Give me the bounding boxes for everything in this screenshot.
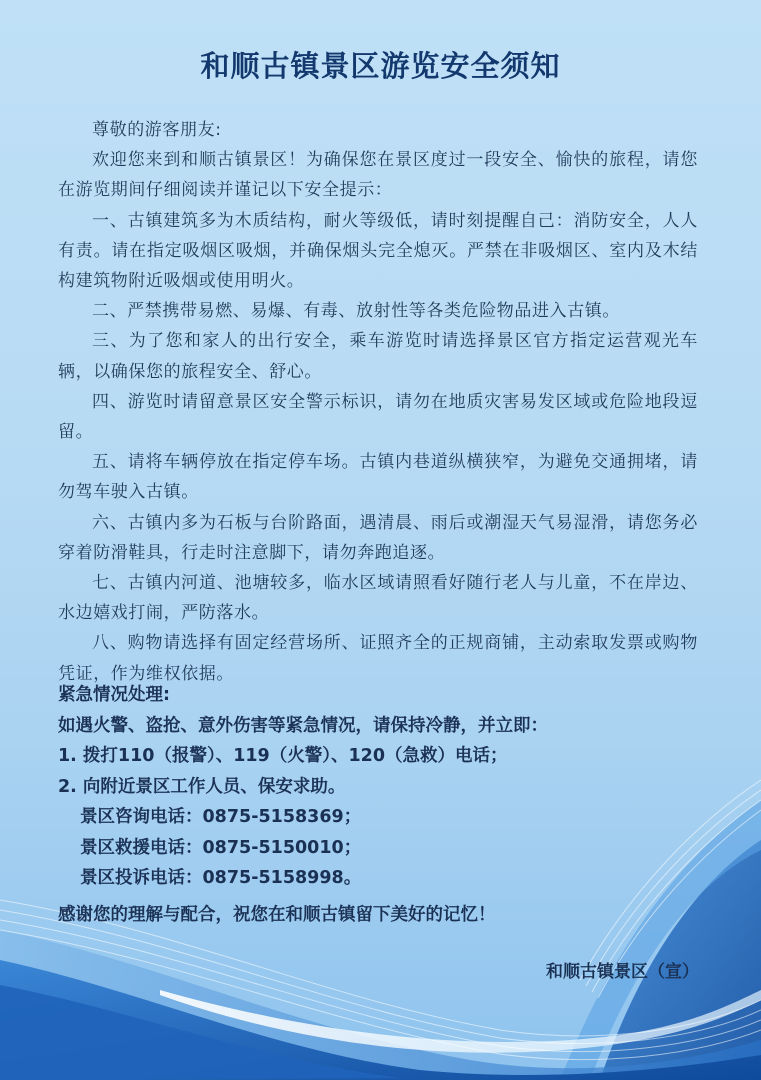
- safety-rule-8: 八、购物请选择有固定经营场所、证照齐全的正规商铺，主动索取发票或购物凭证，作为维权依据。: [58, 633, 698, 684]
- safety-rule-2: 二、严禁携带易燃、易爆、有毒、放射性等各类危险物品进入古镇。: [92, 301, 620, 322]
- safety-rule-7: 七、古镇内河道、池塘较多，临水区域请照看好随行老人与儿童，不在岸边、水边嬉戏打闹，严防落水。: [58, 573, 698, 624]
- signature: 和顺古镇景区（宣）: [546, 962, 699, 982]
- notice-body: [58, 115, 698, 689]
- safety-rule-1: 一、古镇建筑多为木质结构，耐火等级低，请时刻提醒自己：消防安全，人人有责。请在指定吸烟区吸烟，并确保烟头完全熄灭。严禁在非吸烟区、室内及木结构建筑物附近吸烟或使用明火。: [58, 210, 698, 292]
- complaint-phone: 景区投诉电话：0875-5158998。: [80, 868, 362, 888]
- emergency-heading: 紧急情况处理:: [58, 685, 170, 705]
- page-title: 和顺古镇景区游览安全须知: [200, 49, 561, 83]
- safety-rule-4: 四、游览时请留意景区安全警示标识，请勿在地质灾害易发区域或危险地段逗留。: [58, 391, 698, 443]
- rescue-phone: 景区救援电话：0875-5150010；: [80, 837, 362, 858]
- emergency-step-1: 1. 拨打110（报警）、119（火警）、120（急救）电话；: [58, 746, 508, 766]
- thanks-message: 感谢您的理解与配合，祝您在和顺古镇留下美好的记忆！: [58, 905, 496, 925]
- consult-phone: 景区咨询电话：0875-5158369；: [80, 807, 362, 827]
- safety-rule-6: 六、古镇内多为石板与台阶路面，遇清晨、雨后或潮湿天气易湿滑，请您务必穿着防滑鞋具，行走时注意脚下，请勿奔跑追逐。: [58, 512, 698, 563]
- greeting: 尊敬的游客朋友:: [92, 120, 222, 140]
- emergency-step-2: 2. 向附近景区工作人员、保安求助。: [58, 776, 346, 797]
- safety-rule-5: 五、请将车辆停放在指定停车场。古镇内巷道纵横狭窄，为避免交通拥堵，请勿驾车驶入古镇。: [58, 452, 698, 503]
- safety-rule-3: 三、为了您和家人的出行安全，乘车游览时请选择景区官方指定运营观光车辆，以确保您的旅程安全、舒心。: [58, 331, 698, 382]
- intro-paragraph: 欢迎您来到和顺古镇景区！为确保您在景区度过一段安全、愉快的旅程，请您在游览期间仔细阅读并谨记以下安全提示：: [58, 150, 698, 201]
- emergency-instruction: 如遇火警、盗抢、意外伤害等紧急情况，请保持冷静，并立即：: [58, 715, 548, 736]
- emergency-section: [58, 680, 718, 894]
